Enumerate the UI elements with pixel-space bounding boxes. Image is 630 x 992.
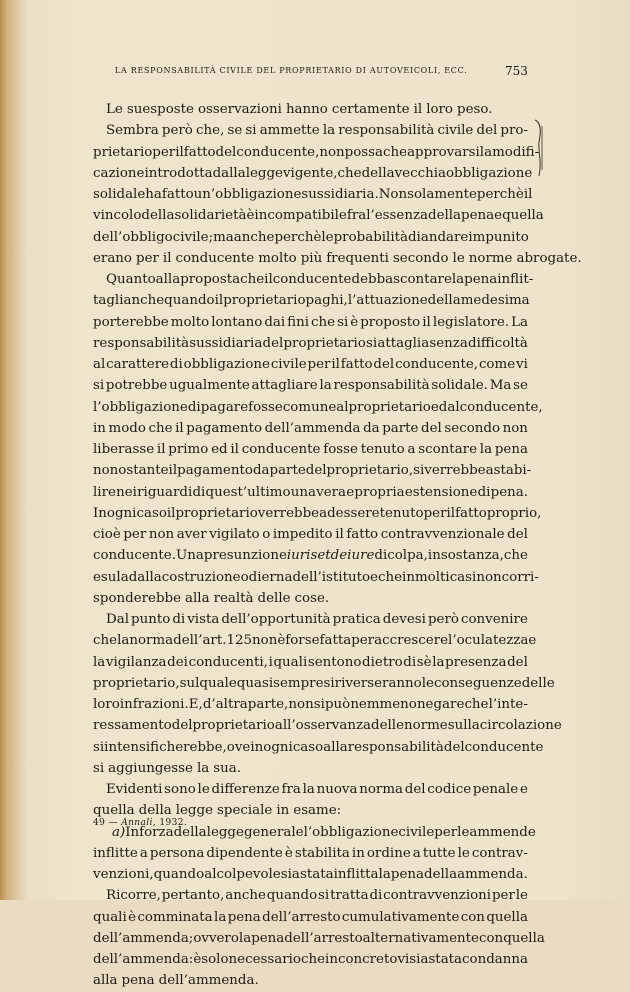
text-line: conducente. Una presunzione iuris et de iure di colpa, in sostanza, che xyxy=(93,548,528,564)
body-text xyxy=(93,99,582,992)
text-line: a) In forza della legge generale l’obbligazione civile per le ammende xyxy=(112,824,536,840)
text-line: che la norma dell’art. 125 non è forse fatta per accrescere l’oculatezza e xyxy=(93,633,537,649)
text-line: cazione introdotta dalla legge vigente, che della vecchia obbligazione xyxy=(93,165,533,181)
text-line: ressamento del proprietario all’osservanza delle norme sulla circolazione xyxy=(93,718,562,734)
text-line: Evidenti sono le differenze fra la nuova norma del codice penale e xyxy=(106,782,528,797)
text-line: cioè per non aver vigilato o impedito il fatto contravvenzionale del xyxy=(93,527,528,542)
text-line: Le suesposte osservazioni hanno certamente il loro peso. xyxy=(106,102,493,117)
text-line: alla pena dell’ammenda. xyxy=(93,973,259,989)
text-line: erano per il conducente molto più frequenti secondo le norme abrogate. xyxy=(93,250,582,266)
text-line: lire nei riguardi di quest’ultimo una vera e propria estensione di pena. xyxy=(93,484,528,500)
text-line: quali è comminata la pena dell’arresto cumulativamente con quella xyxy=(93,909,528,925)
text-line: proprietario, sul quale quasi sempre si riverseranno le conseguenze delle xyxy=(93,675,555,691)
text-line: in modo che il pagamento dell’ammenda da parte del secondo non xyxy=(93,420,528,436)
book-spine-shadow xyxy=(0,0,26,900)
text-line: inflitte a persona dipendente è stabilita in ordine a tutte le contrav- xyxy=(93,845,528,861)
text-line: porterebbe molto lontano dai fini che si è proposto il legislatore. La xyxy=(93,314,528,330)
text-line: loro infrazioni. E, d’altra parte, non si può nemmeno negare che l’inte- xyxy=(93,697,528,712)
page-number: 753 xyxy=(505,64,528,78)
printer-signature: 49 — Annali, 1932. xyxy=(93,818,188,828)
text-line: al carattere di obbligazione civile per il fatto del conducente, come vi xyxy=(93,357,528,372)
text-line: si aggiungesse la sua. xyxy=(93,760,242,776)
running-head: LA RESPONSABILITÀ CIVILE DEL PROPRIETARIO DI AUTOVEICOLI, ECC. xyxy=(115,66,468,75)
text-line: tagli anche quando il proprietario paghi, l’attuazione della medesima xyxy=(93,293,530,309)
text-line: vincolo della solidarietà è incompatibile fra l’essenza della pena e quella xyxy=(93,208,544,224)
text-line: dell’obbligo civile; ma anche perchè le probabilità di andare impunito xyxy=(93,229,529,245)
text-line: prietario per il fatto del conducente, non possa che approvarsi la modifi- xyxy=(93,144,540,160)
text-line: Sembra però che, se si ammette la responsabilità civile del pro- xyxy=(106,123,528,139)
text-line: responsabilità sussidiaria del proprietario si attaglia senza difficoltà xyxy=(93,335,528,351)
text-line: dell’ammenda: è solo necessario che in concreto vi sia stata condanna xyxy=(93,952,529,967)
text-line: si intensificherebbe, ove in ogni caso alla responsabilità del conducente xyxy=(93,739,544,755)
text-line: quella della legge speciale in esame: xyxy=(93,803,342,819)
text-line: liberasse il primo ed il conducente fosse tenuto a scontare la pena xyxy=(93,442,528,457)
text-line: si potrebbe ugualmente attagliare la responsabilità solidale. Ma se xyxy=(93,378,528,394)
text-line: Quanto alla proposta che il conducente debba scontare la pena inflit- xyxy=(106,272,534,287)
text-line: dell’ammenda; ovvero la pena dell’arresto alternativamente con quella xyxy=(93,930,545,946)
text-line: esula dalla costruzione odierna dell’istituto e che in molti casi non corri- xyxy=(93,569,539,585)
text-line: la vigilanza dei conducenti, i quali sentono dietro di sè la presenza del xyxy=(93,654,528,670)
text-line: sponderebbe alla realtà delle cose. xyxy=(93,590,330,606)
text-line: In ogni caso il proprietario verrebbe ad essere tenuto per il fatto proprio, xyxy=(93,505,542,521)
text-line: Dal punto di vista dell’opportunità pratica devesi però convenire xyxy=(106,612,528,627)
text-line: venzioni, quando al colpevole sia stata inflitta la pena della ammenda. xyxy=(93,867,528,882)
text-line: l’obbligazione di pagare fosse comune al proprietario ed al conducente, xyxy=(93,399,543,415)
text-line: Ricorre, pertanto, anche quando si tratta di contravvenzioni per le xyxy=(106,888,528,904)
text-line: solidale ha fatto un’obbligazione sussidiaria. Non solamente perchè il xyxy=(93,187,533,202)
text-line: nonostante il pagamento da parte del proprietario, si verrebbe a stabi- xyxy=(93,463,532,479)
